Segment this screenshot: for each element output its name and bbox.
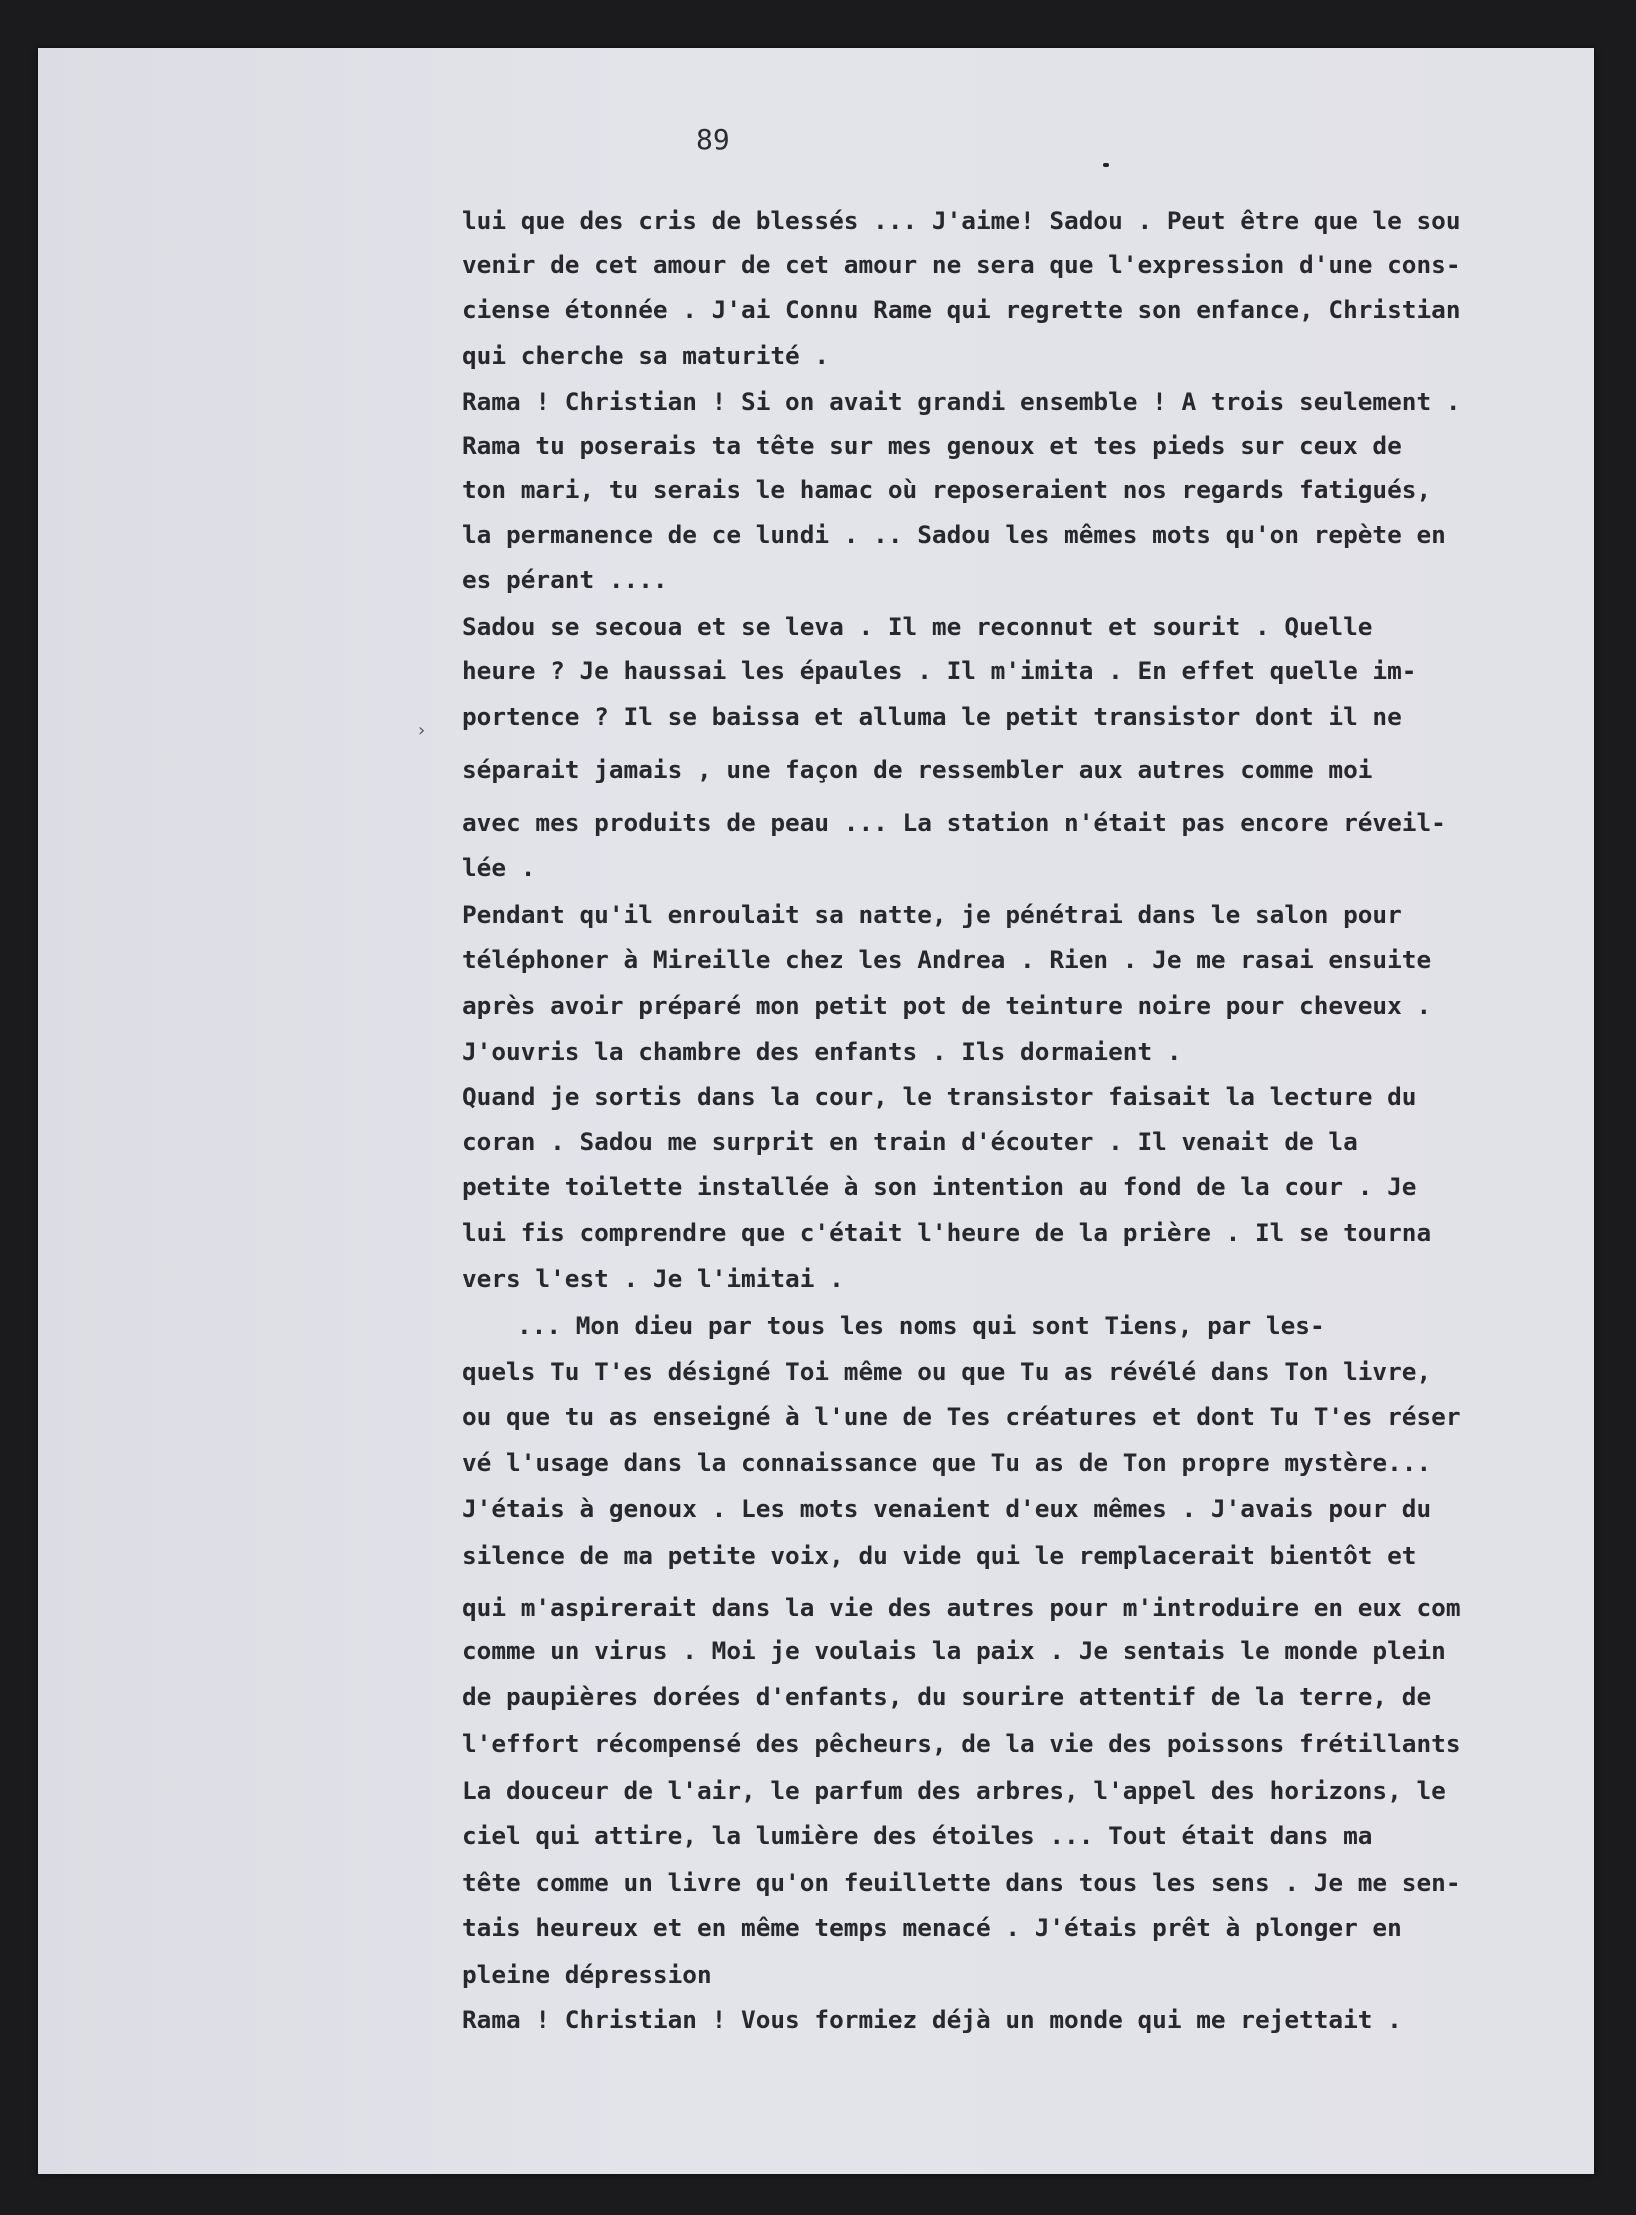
text-line: vé l'usage dans la connaissance que Tu as de Ton propre mystère... (462, 1448, 1432, 1477)
text-line: après avoir préparé mon petit pot de teinture noire pour cheveux . (462, 991, 1432, 1020)
text-line: heure ? Je haussai les épaules . Il m'imita . En effet quelle im- (462, 656, 1417, 685)
text-line: tais heureux et en même temps menacé . J'étais prêt à plonger en (462, 1913, 1402, 1942)
text-line: ciel qui attire, la lumière des étoiles ... Tout était dans ma (462, 1821, 1373, 1850)
text-line: qui m'aspirerait dans la vie des autres pour m'introduire en eux com (462, 1593, 1461, 1622)
text-line: la permanence de ce lundi . .. Sadou les mêmes mots qu'on repète en (462, 520, 1446, 549)
text-line: petite toilette installée à son intention au fond de la cour . Je (462, 1172, 1417, 1201)
text-line: séparait jamais , une façon de ressembler aux autres comme moi (462, 755, 1373, 784)
typewritten-page (38, 48, 1594, 2174)
text-line: ou que tu as enseigné à l'une de Tes créatures et dont Tu T'es réser (462, 1402, 1461, 1431)
text-line: lui fis comprendre que c'était l'heure de la prière . Il se tourna (462, 1218, 1432, 1247)
text-line: l'effort récompensé des pêcheurs, de la vie des poissons frétillants (462, 1729, 1461, 1758)
text-line: J'étais à genoux . Les mots venaient d'eux mêmes . J'avais pour du (462, 1494, 1432, 1523)
text-line: coran . Sadou me surprit en train d'écouter . Il venait de la (462, 1127, 1358, 1156)
text-line: lée . (462, 853, 536, 882)
text-line: quels Tu T'es désigné Toi même ou que Tu as révélé dans Ton livre, (462, 1357, 1432, 1386)
text-line: portence ? Il se baissa et alluma le petit transistor dont il ne (462, 702, 1402, 731)
text-line: venir de cet amour de cet amour ne sera que l'expression d'une cons- (462, 250, 1461, 279)
text-line: Quand je sortis dans la cour, le transistor faisait la lecture du (462, 1082, 1417, 1111)
text-line: J'ouvris la chambre des enfants . Ils dormaient . (462, 1037, 1182, 1066)
margin-mark: › (416, 720, 427, 741)
text-line: de paupières dorées d'enfants, du sourire attentif de la terre, de (462, 1682, 1432, 1711)
text-line: tête comme un livre qu'on feuillette dans tous les sens . Je me sen- (462, 1868, 1461, 1897)
text-line: Rama ! Christian ! Si on avait grandi ensemble ! A trois seulement . (462, 387, 1461, 416)
typewritten-body (462, 48, 1594, 2174)
text-line: qui cherche sa maturité . (462, 341, 830, 370)
text-line: lui que des cris de blessés ... J'aime! Sadou . Peut être que le sou (462, 206, 1461, 235)
text-line: ciense étonnée . J'ai Connu Rame qui regrette son enfance, Christian (462, 295, 1461, 324)
text-line: silence de ma petite voix, du vide qui le remplacerait bientôt et (462, 1541, 1417, 1570)
text-line: ... Mon dieu par tous les noms qui sont Tiens, par les- (517, 1311, 1325, 1340)
text-line: Sadou se secoua et se leva . Il me reconnut et sourit . Quelle (462, 612, 1373, 641)
text-line: Pendant qu'il enroulait sa natte, je pénétrai dans le salon pour (462, 900, 1402, 929)
text-line: pleine dépression (462, 1960, 712, 1989)
text-line: La douceur de l'air, le parfum des arbres, l'appel des horizons, le (462, 1776, 1446, 1805)
text-line: comme un virus . Moi je voulais la paix . Je sentais le monde plein (462, 1636, 1446, 1665)
text-line: es pérant .... (462, 565, 668, 594)
text-line: vers l'est . Je l'imitai . (462, 1264, 844, 1293)
text-line: Rama ! Christian ! Vous formiez déjà un monde qui me rejettait . (462, 2005, 1402, 2034)
page-number: 89 (696, 123, 730, 156)
text-line: avec mes produits de peau ... La station n'était pas encore réveil- (462, 808, 1446, 837)
text-line: téléphoner à Mireille chez les Andrea . Rien . Je me rasai ensuite (462, 945, 1432, 974)
text-line: Rama tu poserais ta tête sur mes genoux et tes pieds sur ceux de (462, 431, 1402, 460)
text-line: ton mari, tu serais le hamac où reposeraient nos regards fatigués, (462, 475, 1432, 504)
